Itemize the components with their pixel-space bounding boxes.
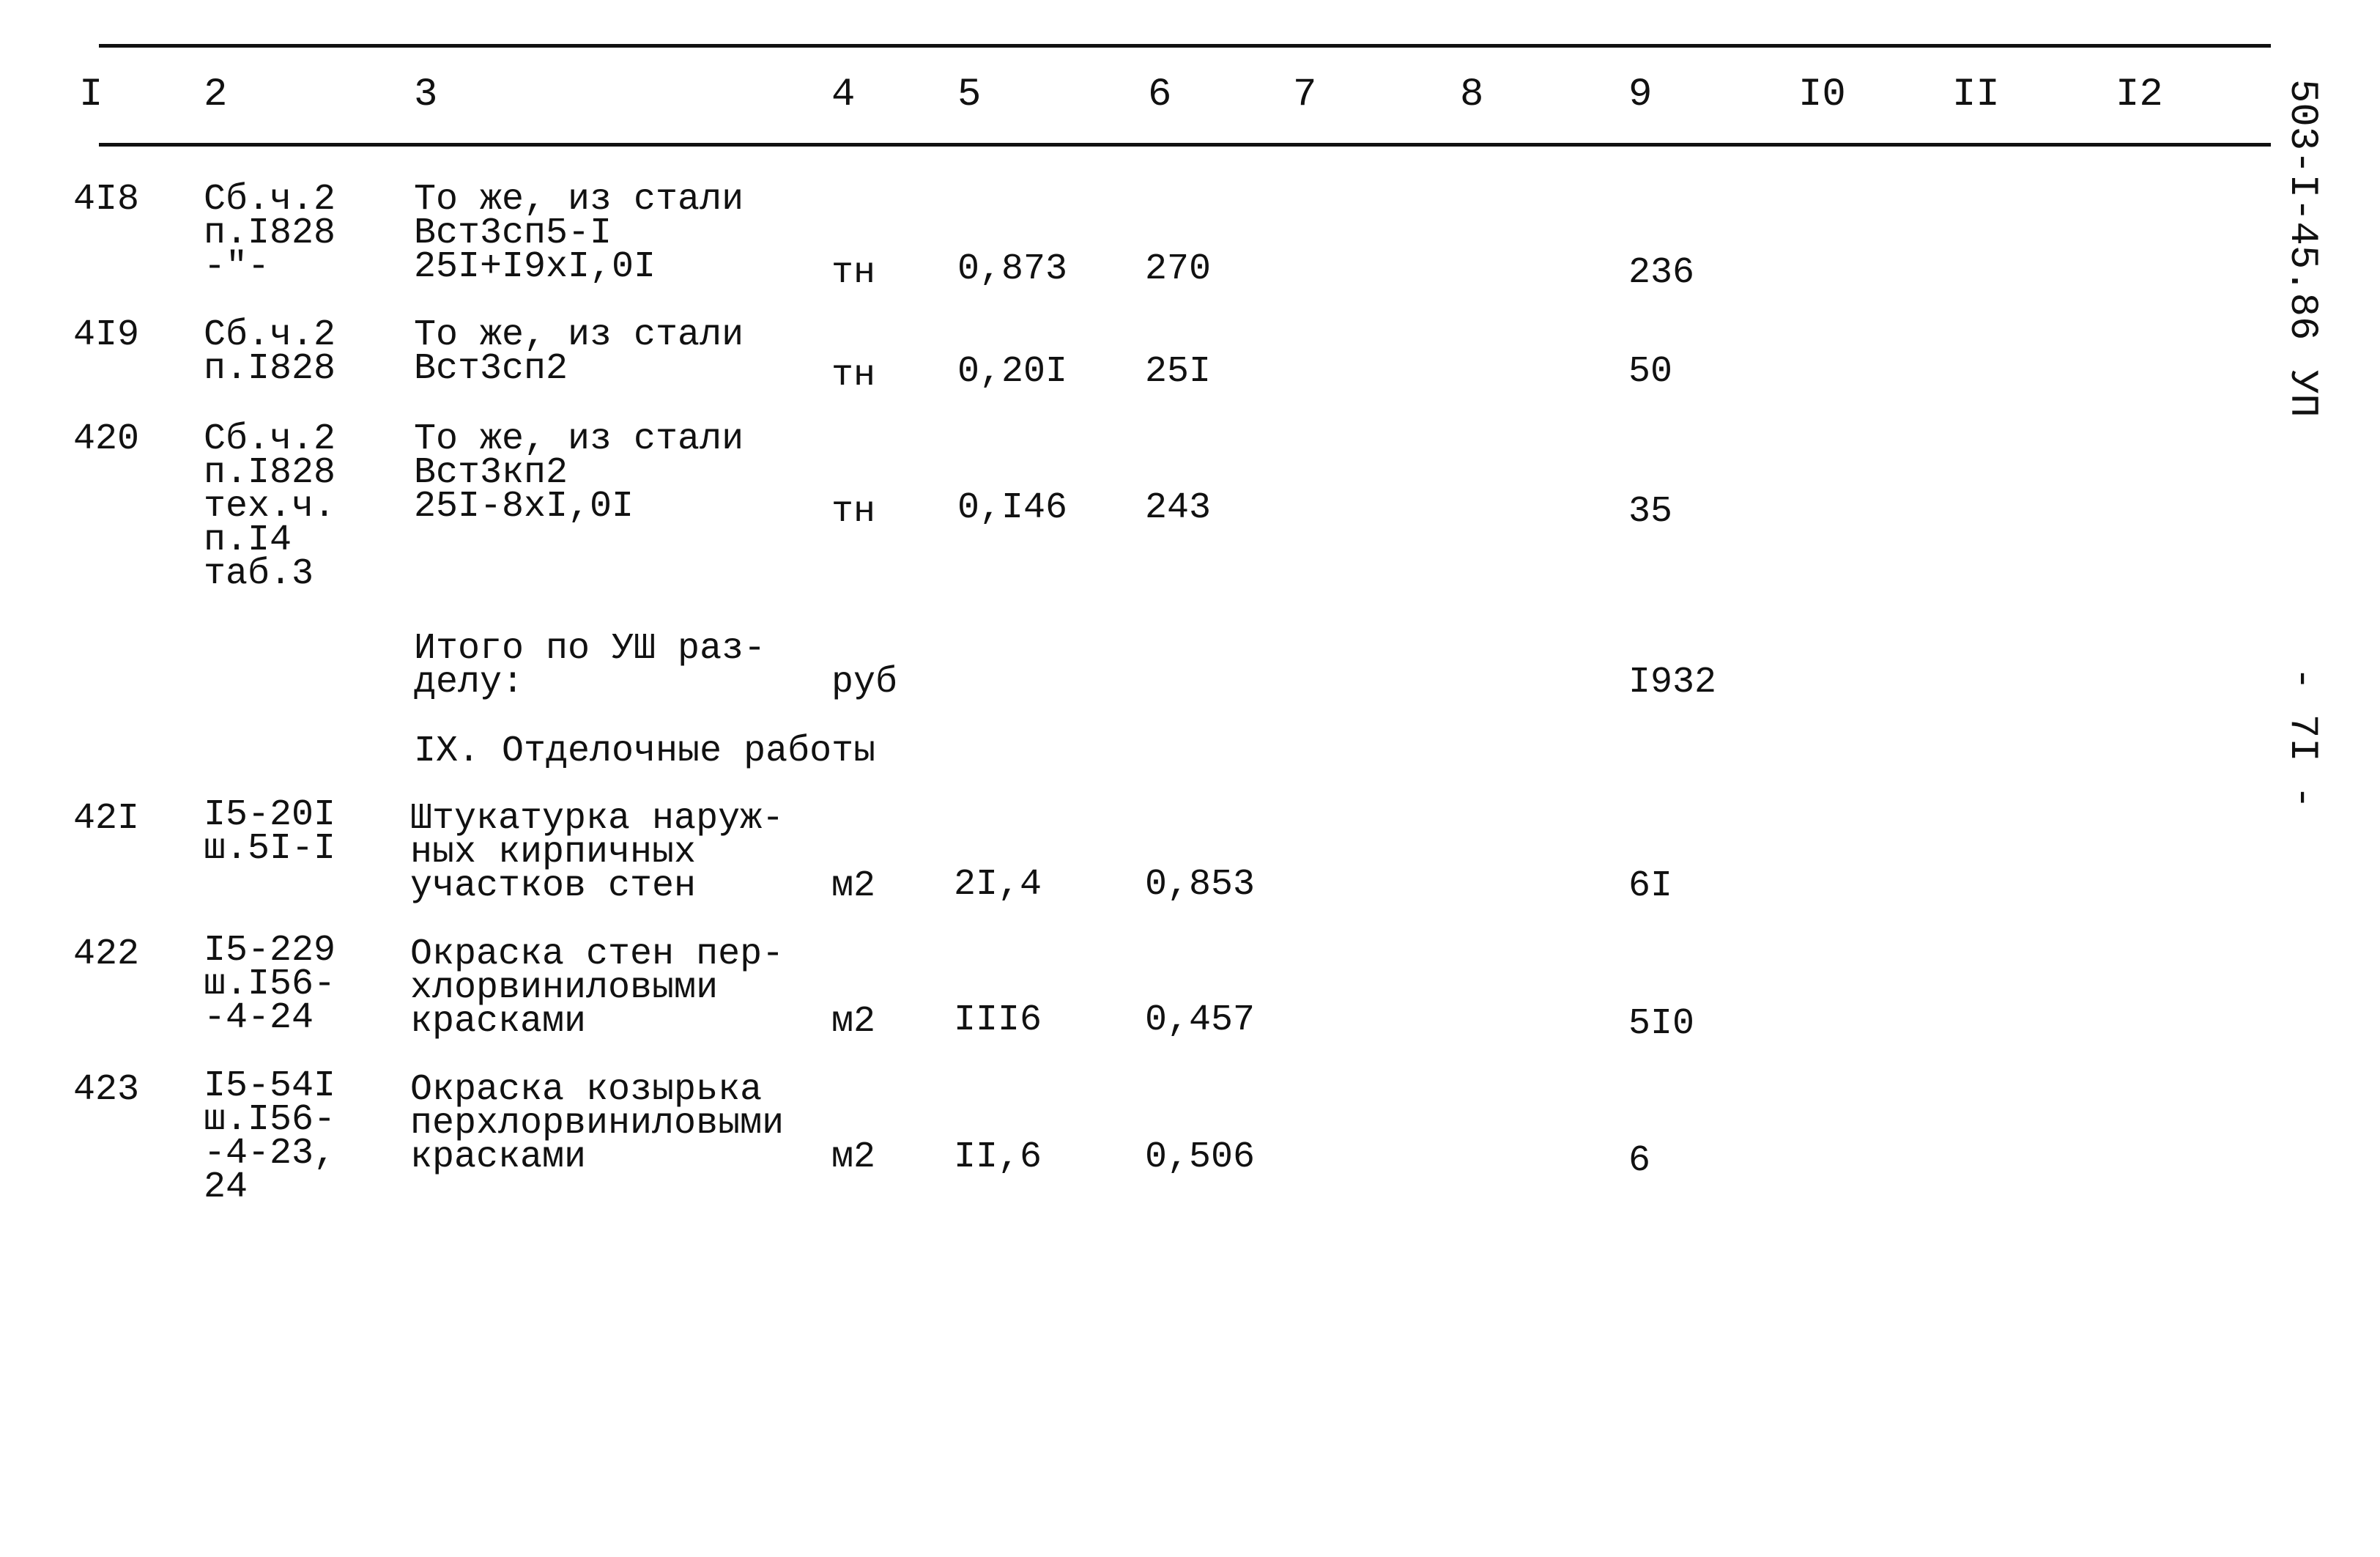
quantity: 0,873 xyxy=(957,248,1068,290)
description-line: красками xyxy=(410,1136,587,1178)
col-header-10: I0 xyxy=(1798,73,1846,117)
col-header-7: 7 xyxy=(1293,73,1317,117)
reference-line: п.I4 xyxy=(204,519,292,561)
unit: м2 xyxy=(831,1001,876,1043)
col-header-5: 5 xyxy=(957,73,982,117)
reference-line: -4-23, xyxy=(204,1133,336,1175)
col-header-12: I2 xyxy=(2116,73,2163,117)
description-line: То же, из стали xyxy=(414,418,744,460)
reference-line: п.I828 xyxy=(204,212,336,254)
col-header-2: 2 xyxy=(204,73,228,117)
unit: тн xyxy=(831,491,876,533)
reference-line: I5-229 xyxy=(204,930,336,972)
unit-price: 243 xyxy=(1145,487,1212,529)
total-cost: 6I xyxy=(1628,865,1673,907)
total-cost: I932 xyxy=(1628,662,1717,703)
reference-line: Сб.ч.2 xyxy=(204,179,336,221)
reference-line: п.I828 xyxy=(204,348,336,390)
row-number: 4I8 xyxy=(73,179,140,221)
total-cost: 6 xyxy=(1628,1140,1651,1182)
unit-price: 0,853 xyxy=(1145,864,1256,906)
reference-line: тех.ч. xyxy=(204,486,336,528)
unit: тн xyxy=(831,252,876,294)
header-top-rule xyxy=(99,44,2271,48)
reference-line: -"- xyxy=(204,246,270,288)
total-cost: 35 xyxy=(1628,491,1673,533)
reference-line: п.I828 xyxy=(204,452,336,494)
total-cost: 236 xyxy=(1628,252,1695,294)
col-header-8: 8 xyxy=(1460,73,1484,117)
row-number: 4I9 xyxy=(73,314,140,356)
reference-line: ш.I56- xyxy=(204,1099,336,1141)
col-header-6: 6 xyxy=(1148,73,1172,117)
description-line: Итого по УШ раз- xyxy=(414,628,766,670)
description-line: То же, из стали xyxy=(414,179,744,221)
description-line: Вст3сп5-I xyxy=(414,212,612,254)
description-line: участков стен xyxy=(410,865,697,907)
row-number: 42I xyxy=(73,798,140,840)
description-line: красками xyxy=(410,1001,587,1043)
unit-price: 270 xyxy=(1145,248,1212,290)
total-cost: 50 xyxy=(1628,351,1673,393)
unit-price: 0,457 xyxy=(1145,999,1256,1041)
reference-line: Сб.ч.2 xyxy=(204,314,336,356)
reference-line: -4-24 xyxy=(204,997,314,1039)
header-bottom-rule xyxy=(99,143,2271,147)
reference-line: ш.I56- xyxy=(204,964,336,1005)
unit-price: 25I xyxy=(1145,351,1212,393)
quantity: 2I,4 xyxy=(954,864,1042,906)
quantity: II,6 xyxy=(954,1136,1042,1178)
description-line: делу: xyxy=(414,662,524,703)
reference-line: I5-54I xyxy=(204,1065,336,1107)
row-number: 422 xyxy=(73,933,140,975)
col-header-3: 3 xyxy=(414,73,438,117)
reference-line: ш.5I-I xyxy=(204,828,336,870)
description-line: 25I-8xI,0I xyxy=(414,486,634,528)
col-header-11: II xyxy=(1952,73,2000,117)
description-line: Штукатурка наруж- xyxy=(410,798,785,840)
description-line: перхлорвиниловыми xyxy=(410,1103,785,1144)
row-number: 423 xyxy=(73,1069,140,1111)
col-header-9: 9 xyxy=(1628,73,1653,117)
section-heading: IX. Отделочные работы xyxy=(414,731,876,772)
description-line: Окраска козырька xyxy=(410,1069,763,1111)
col-header-1: I xyxy=(79,73,103,117)
reference-line: 24 xyxy=(204,1166,248,1208)
unit-price: 0,506 xyxy=(1145,1136,1256,1178)
page-number: - 7I - xyxy=(2280,667,2324,810)
description-line: Окраска стен пер- xyxy=(410,933,785,975)
col-header-4: 4 xyxy=(831,73,856,117)
unit: тн xyxy=(831,355,876,396)
description-line: Вст3кп2 xyxy=(414,452,568,494)
unit: м2 xyxy=(831,1136,876,1178)
description-line: То же, из стали xyxy=(414,314,744,356)
row-number: 420 xyxy=(73,418,140,460)
description-line: хлорвиниловыми xyxy=(410,967,719,1009)
quantity: III6 xyxy=(954,999,1042,1041)
quantity: 0,20I xyxy=(957,351,1068,393)
total-cost: 5I0 xyxy=(1628,1003,1695,1045)
quantity: 0,I46 xyxy=(957,487,1068,529)
unit: м2 xyxy=(831,865,876,907)
reference-line: Сб.ч.2 xyxy=(204,418,336,460)
document-code: 503-I-45.86 xyxy=(2280,79,2324,341)
album-mark: УП xyxy=(2280,370,2324,418)
reference-line: таб.3 xyxy=(204,553,314,595)
unit: руб xyxy=(831,662,898,703)
description-line: Вст3сп2 xyxy=(414,348,568,390)
reference-line: I5-20I xyxy=(204,794,336,836)
description-line: ных кирпичных xyxy=(410,832,697,873)
description-line: 25I+I9xI,0I xyxy=(414,246,656,288)
